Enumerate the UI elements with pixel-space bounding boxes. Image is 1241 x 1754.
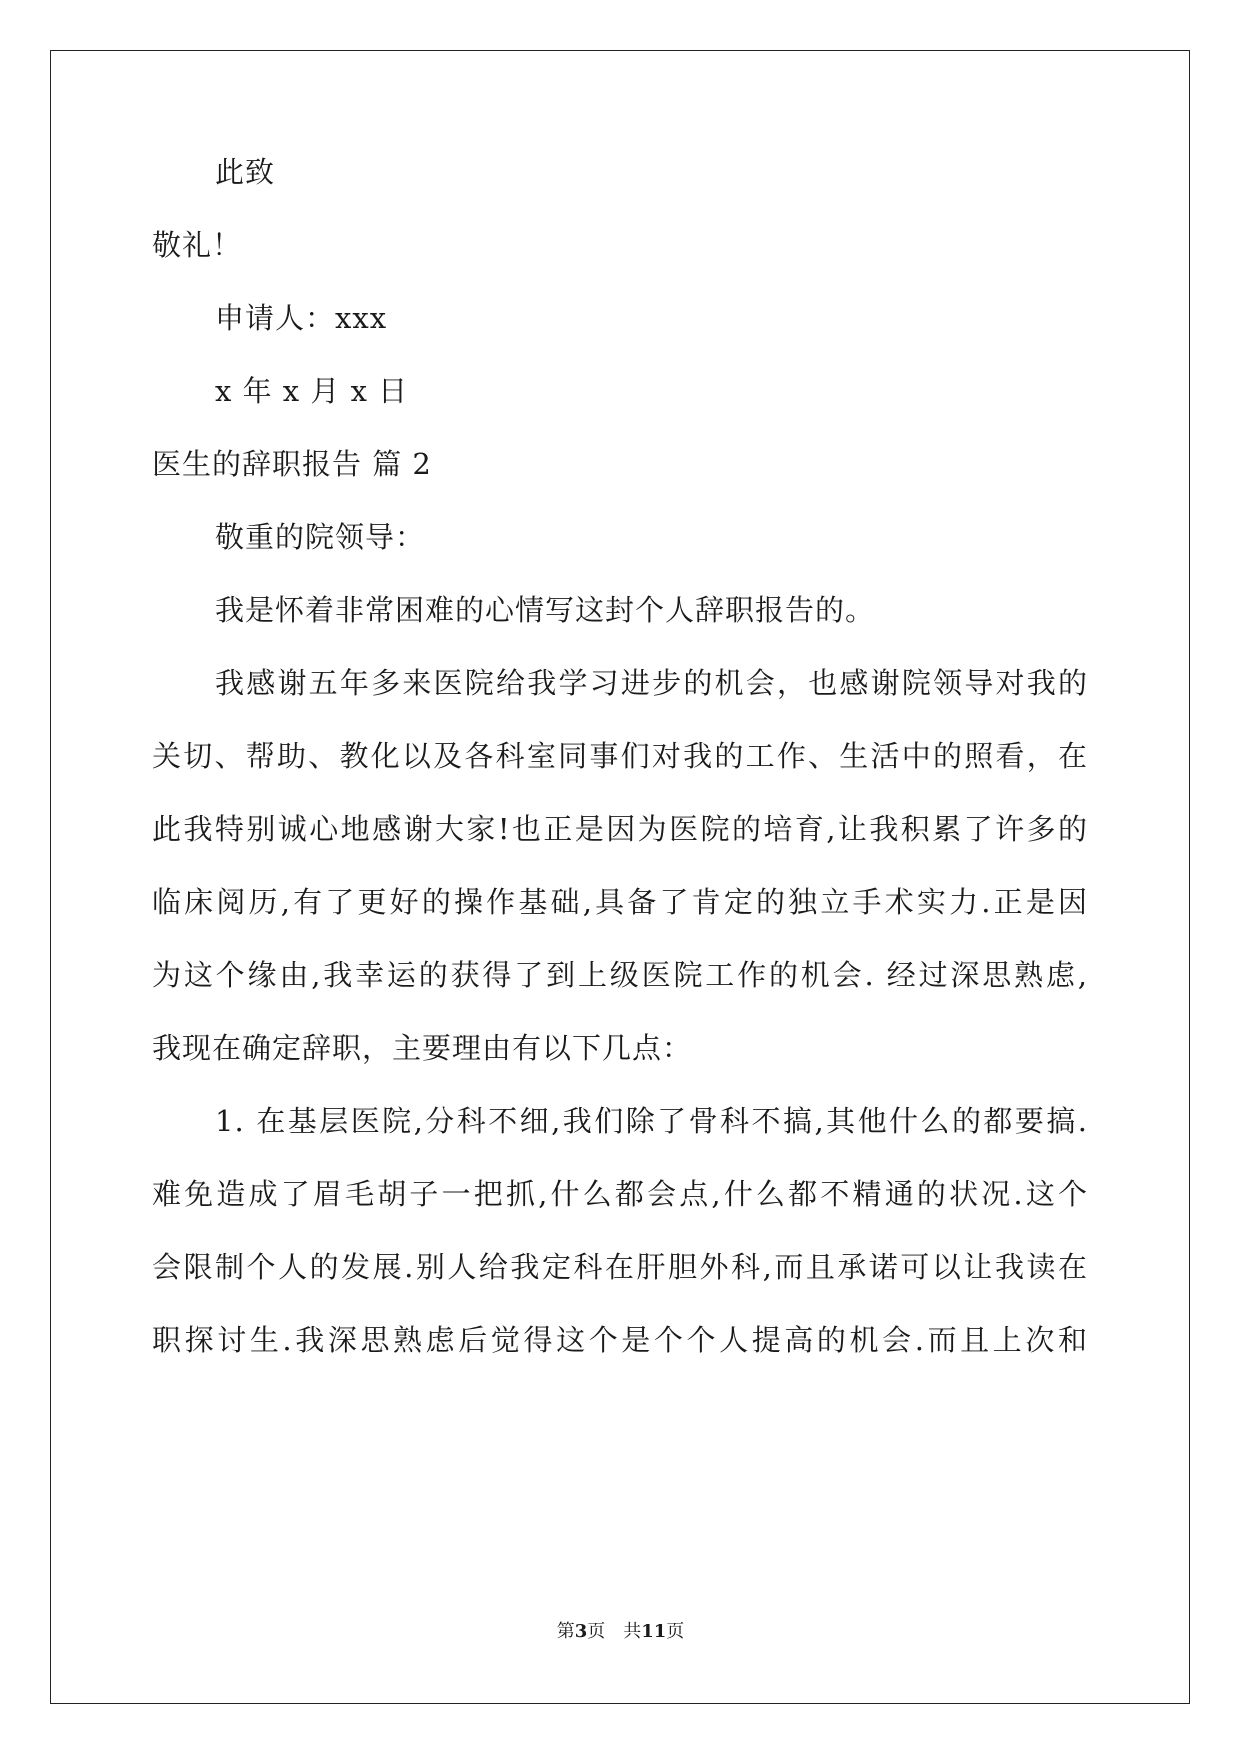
body-line: 此我特别诚心地感谢大家!也正是因为医院的培育,让我积累了许多的 bbox=[152, 812, 1088, 846]
body-line: 1. 在基层医院,分科不细,我们除了骨科不搞,其他什么的都要搞. bbox=[215, 1104, 1088, 1138]
page-suffix: 页 bbox=[666, 1621, 685, 1642]
body-line: 职探讨生.我深思熟虑后觉得这个是个个人提高的机会.而且上次和 bbox=[152, 1323, 1088, 1357]
body-line: 会限制个人的发展.别人给我定科在肝胆外科,而且承诺可以让我读在 bbox=[152, 1250, 1088, 1284]
closing-line: 此致 bbox=[215, 155, 276, 189]
page-current: 3 bbox=[574, 1621, 588, 1642]
body-line: 关切、帮助、教化以及各科室同事们对我的工作、生活中的照看，在 bbox=[152, 739, 1088, 773]
body-line: 我感谢五年多来医院给我学习进步的机会，也感谢院领导对我的 bbox=[215, 666, 1088, 700]
page-prefix: 第 bbox=[556, 1621, 575, 1642]
body-line: 我现在确定辞职，主要理由有以下几点： bbox=[152, 1031, 693, 1065]
page-total: 11 bbox=[641, 1621, 667, 1642]
body-line: 我是怀着非常困难的心情写这封个人辞职报告的。 bbox=[215, 593, 876, 627]
date-line: x 年 x 月 x 日 bbox=[215, 374, 409, 408]
section-title: 医生的辞职报告 篇 2 bbox=[152, 447, 432, 481]
body-line: 为这个缘由,我幸运的获得了到上级医院工作的机会. 经过深思熟虑, bbox=[152, 958, 1088, 992]
applicant-line: 申请人：xxx bbox=[215, 301, 388, 335]
page-number-footer bbox=[0, 1620, 1241, 1644]
body-line: 临床阅历,有了更好的操作基础,具备了肯定的独立手术实力.正是因 bbox=[152, 885, 1088, 919]
salute-line: 敬礼！ bbox=[152, 228, 243, 262]
page-mid: 页 共 bbox=[587, 1621, 642, 1642]
body-line: 难免造成了眉毛胡子一把抓,什么都会点,什么都不精通的状况.这个 bbox=[152, 1177, 1088, 1211]
greeting-line: 敬重的院领导： bbox=[215, 520, 426, 554]
